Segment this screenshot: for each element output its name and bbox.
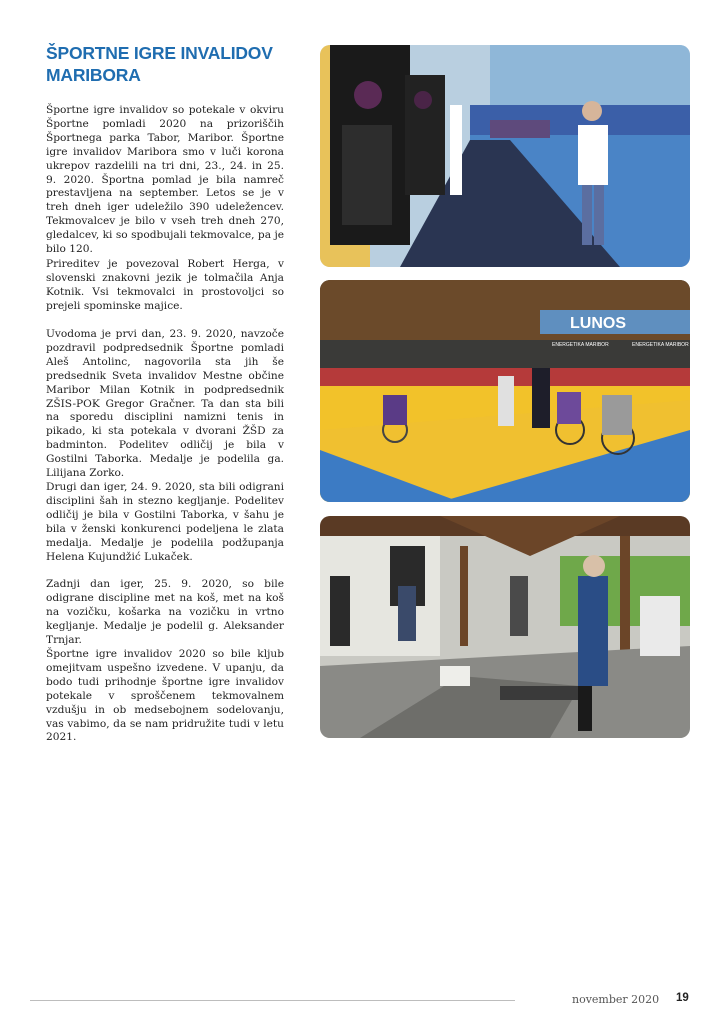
paragraph-intro: Športne igre invalidov so potekale v okviru Športne pomladi 2020 na prizoriščih Športnega parka Tabor, Maribor. Športne igre invalidov Maribora smo v luči korona ukrepov razdelili na tri dni, 23., 24. in 25. 9. 2020. Športna pomlad je bila namreč prestavljena na september. Letos se je v treh dneh iger udeležilo 390 udeležencev. Tekmovalcev je bilo v vseh treh dneh 270, gledalcev, ki so spodbujali tekmovalce, pa je bilo 120.	[46, 104, 284, 256]
banner-text: LUNOS	[570, 315, 626, 332]
paragraph-day-two: Drugi dan iger, 24. 9. 2020, sta bili odigrani disciplini šah in stezno kegljanje. Podelitev odličij je bila v Gostilni Taborka, v šahu je bila v ženski konkurenci podeljena le zlata medalja. Medalje je podelila podžupanja Helena Kujundžić Lukaček.	[46, 481, 284, 563]
paragraph-day-one: Uvodoma je prvi dan, 23. 9. 2020, navzoče pozdravil podpredsednik Športne pomladi Aleš Antolinc, nagovorila sta jih še predsednik Sveta invalidov Mestne občine Maribor Milan Kotnik in podpredsednik ZŠIS-POK Gregor Gračner. Ta dan sta bili na sporedu disciplini namizni tenis in pikado, ki sta potekala v dvorani ŽŠD za badminton. Podelitev odličij je bila v Gostilni Taborka. Medalje je podelila ga. Lilijana Zorko.	[46, 328, 284, 480]
paragraph-day-three: Zadnji dan iger, 25. 9. 2020, so bile odigrane discipline met na koš, met na koš na vozičku, košarka na vozičku in vrtno kegljanje. Medalje je podelil g. Aleksander Trnjar.	[46, 578, 284, 646]
paragraph-closing: Športne igre invalidov 2020 so bile kljub omejitvam uspešno izvedene. V upanju, da bodo tudi prihodnje športne igre invalidov potekale v sproščenem tekmovalnem vzdušju in ob medsebojnem sodelovanju, vas vabimo, da se nam pridružite tudi v letu 2021.	[46, 648, 284, 744]
article-title	[46, 42, 296, 86]
footer-divider	[30, 1000, 515, 1001]
page-number: 19	[676, 992, 689, 1004]
title-line-1: ŠPORTNE IGRE INVALIDOV	[46, 43, 273, 63]
sign-right: ENERGETIKA MARIBOR	[632, 342, 689, 348]
title-line-2: MARIBORA	[46, 65, 141, 85]
footer-date: november 2020	[572, 993, 660, 1006]
photo-outdoor-bowling	[320, 516, 690, 738]
sign-left: ENERGETIKA MARIBOR	[552, 342, 609, 348]
paragraph-host: Prireditev je povezoval Robert Herga, v slovenski znakovni jezik je tolmačila Anja Kotnik. Vsi tekmovalci in prostovoljci so prejeli spominske majice.	[46, 258, 284, 312]
photo-darts-hall	[320, 45, 690, 267]
photo-wheelchair-gym	[320, 280, 690, 502]
